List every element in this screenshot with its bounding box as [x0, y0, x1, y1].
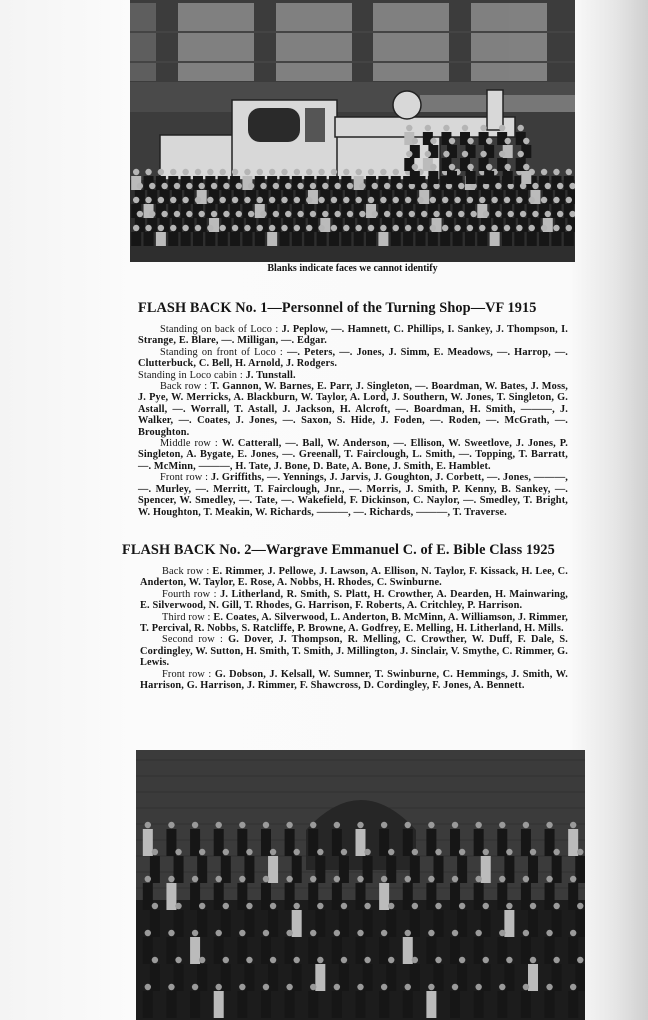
- row-names: W. Catterall, —. Ball, W. Anderson, —. Ellison, W. Sweetlove, J. Jones, P. Singleton, A. Bygate, E. Jones, —. Greenall, T. Fairclough, L. Smith, —. Topping, T. Barratt, —. McMinn, ———, H. Tate, J. Bone, D. Bate, A. Bone, J. Smith, E. Hamblet.: [138, 438, 569, 472]
- caption-paragraph: [140, 634, 568, 668]
- row-label: Second row :: [162, 634, 229, 646]
- row-label: Front row :: [160, 472, 211, 484]
- row-label: Standing on back of Loco :: [160, 324, 282, 335]
- caption-paragraph: [138, 370, 568, 381]
- row-label: Standing on front of Loco :: [160, 346, 287, 358]
- row-label: Middle row :: [160, 438, 222, 450]
- row-label: Back row :: [162, 566, 213, 577]
- row-label: Standing in Loco cabin :: [138, 369, 246, 381]
- caption-paragraph: [138, 324, 568, 347]
- caption-paragraph: [138, 347, 568, 370]
- turning-shop-1915-photo: [130, 0, 575, 262]
- caption-paragraph: [140, 589, 568, 612]
- caption-paragraph: [140, 612, 568, 635]
- flashback-1-title: FLASH BACK No. 1—Personnel of the Turning Shop—VF 1915: [138, 300, 537, 316]
- caption-paragraph: [138, 438, 568, 472]
- flashback-1-section: [138, 300, 568, 518]
- flashback-2-section: [122, 542, 586, 691]
- row-label: Back row :: [160, 381, 211, 393]
- row-names: —. Peters, —. Jones, J. Simm, E. Meadows, —. Harrop, —. Clutterbuck, C. Bell, H. Arnold, J. Rodgers.: [138, 346, 568, 370]
- caption-paragraph: [138, 381, 568, 438]
- caption-paragraph: [140, 669, 568, 692]
- bible-class-1925-photo: [136, 750, 585, 1020]
- row-label: Fourth row :: [162, 588, 221, 600]
- flashback-2-title: FLASH BACK No. 2—Wargrave Emmanuel C. of E. Bible Class 1925: [122, 542, 555, 558]
- row-names: G. Dover, J. Thompson, R. Melling, C. Crowther, W. Duff, F. Dale, S. Cordingley, W. Sutton, H. Smith, T. Smith, J. Millington, J. Sinclair, V. Smythe, C. Rimmer, G. Lewis.: [140, 634, 569, 669]
- row-names: J. Peplow, —. Hamnett, C. Phillips, I. Sankey, J. Thompson, I. Strange, E. Blare, —. Milligan, —. Edgar.: [138, 324, 569, 347]
- photo-caption: Blanks indicate faces we cannot identify: [267, 263, 438, 274]
- row-label: Third row :: [162, 611, 214, 623]
- row-names: T. Gannon, W. Barnes, E. Parr, J. Singleton, —. Boardman, W. Bates, J. Moss, J. Pye, W. Merricks, A. Blackburn, W. Taylor, A. Lord, J. Southern, W. Jones, T. Singleton, G. Astall, —. Worrall, T. Astall, J. Jackson, H. Alcroft, —. Boardman, H. Smith, ———, J. Walker, —. Coates, J. Jones, —. Saxon, S. Hide, J. Foden, —. Roden, —. McGrath, —. Broughton.: [138, 381, 569, 438]
- row-names: E. Rimmer, J. Pellowe, J. Lawson, A. Ellison, N. Taylor, F. Kissack, H. Lee, C. Anderton, W. Taylor, E. Rose, A. Nobbs, H. Rhodes, C. Swinburne.: [140, 566, 568, 589]
- row-label: Front row :: [162, 668, 215, 680]
- row-names: E. Coates, A. Silverwood, L. Anderton, B. McMinn, A. Williamson, J. Rimmer, T. Percival, R. Nobbs, S. Ratcliffe, P. Browne, A. Godfrey, E. Melling, H. Litherland, H. Mills.: [140, 611, 569, 635]
- row-names: J. Griffiths, —. Yennings, J. Jarvis, J. Goughton, J. Corbett, —. Jones, ———, —. Murley, —. Merritt, T. Fairclough, Jnr., —. Morris, J. Smith, P. Kenny, B. Sankey, —. Spencer, W. Smedley, —. Tate, —. Wakefield, F. Dickinson, C. Naylor, —. Smedley, T. Bright, W. Houghton, T. Meakin, W. Richards, ———, —. Richards, ———, T. Traverse.: [138, 472, 568, 518]
- row-names: J. Litherland, R. Smith, S. Platt, H. Crowther, A. Dearden, H. Mainwaring, E. Silverwood, N. Gill, T. Rhodes, G. Harrison, F. Roberts, A. Critchley, P. Harrison.: [140, 588, 568, 612]
- row-names: J. Tunstall.: [245, 369, 296, 381]
- caption-paragraph: [140, 566, 568, 589]
- row-names: G. Dobson, J. Kelsall, W. Sumner, T. Swinburne, C. Hemmings, J. Smith, W. Harrison, G. Harrison, J. Rimmer, F. Shawcross, D. Cordingley, F. Jones, A. Bennett.: [140, 668, 568, 692]
- caption-paragraph: [138, 472, 568, 518]
